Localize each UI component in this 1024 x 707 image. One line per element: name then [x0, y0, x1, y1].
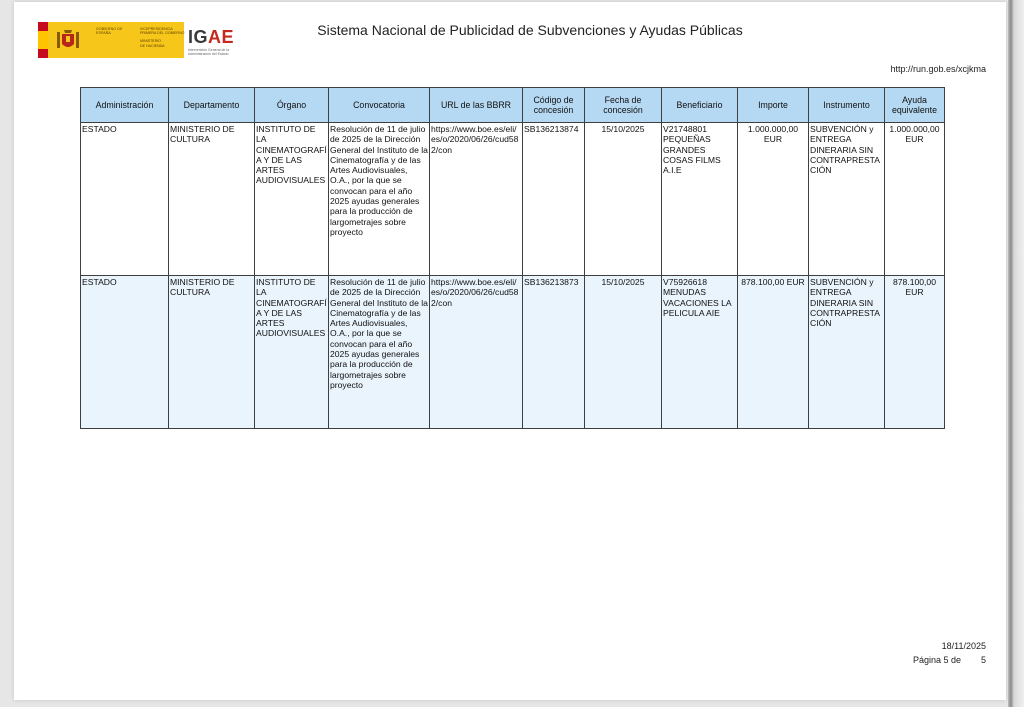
gobierno-ministry-text: VICEPRESIDENCIA PRIMERA DEL GOBIERNO MINISTERIO DE HACIENDA	[140, 27, 185, 48]
cell-administracion: ESTADO	[81, 276, 169, 429]
col-header-fecha: Fecha de concesión	[585, 88, 662, 123]
cell-administracion: ESTADO	[81, 123, 169, 276]
page-edge-shadow	[1008, 0, 1024, 707]
col-header-codigo: Código de concesión	[523, 88, 585, 123]
table-row	[81, 276, 945, 429]
col-header-organo: Órgano	[255, 88, 329, 123]
cell-codigo: SB136213873	[523, 276, 585, 429]
table-header-row	[81, 88, 945, 123]
gobierno-logo-body	[48, 22, 184, 58]
cell-organo: INSTITUTO DE LA CINEMATOGRAFÍA Y DE LAS ARTES AUDIOVISUALES	[255, 123, 329, 276]
cell-beneficiario: V21748801 PEQUEÑAS GRANDES COSAS FILMS A.I.E	[662, 123, 738, 276]
document-title: Sistema Nacional de Publicidad de Subvenciones y Ayudas Públicas	[317, 22, 743, 38]
short-url[interactable]: http://run.gob.es/xcjkma	[890, 64, 986, 74]
gobierno-text-label: GOBIERNO DE ESPAÑA	[96, 27, 123, 36]
cell-url-bbrr[interactable]: https://www.boe.es/eli/es/o/2020/06/26/cud582/con	[430, 123, 523, 276]
cell-instrumento: SUBVENCIÓN y ENTREGA DINERARIA SIN CONTRAPRESTACIÓN	[809, 276, 885, 429]
cell-instrumento: SUBVENCIÓN y ENTREGA DINERARIA SIN CONTRAPRESTACIÓN	[809, 123, 885, 276]
igae-subtitle: Intervención General de la Administración del Estado	[188, 48, 230, 56]
igae-logo	[188, 22, 238, 58]
cell-url-bbrr[interactable]: https://www.boe.es/eli/es/o/2020/06/26/cud582/con	[430, 276, 523, 429]
subsidies-table	[80, 87, 945, 429]
cell-beneficiario: V75926618 MENUDAS VACACIONES LA PELICULA AIE	[662, 276, 738, 429]
col-header-beneficiario: Beneficiario	[662, 88, 738, 123]
table-row	[81, 123, 945, 276]
cell-codigo: SB136213874	[523, 123, 585, 276]
cell-ayuda: 878.100,00 EUR	[885, 276, 945, 429]
gobierno-logo	[38, 22, 184, 58]
col-header-instrumento: Instrumento	[809, 88, 885, 123]
cell-convocatoria: Resolución de 11 de julio de 2025 de la Dirección General del Instituto de la Cinematografía y de las Artes Audiovisuales, O.A., por la que se convocan para el año 2025 ayudas generales para la producción de largometrajes sobre proyecto	[329, 276, 430, 429]
cell-fecha: 15/10/2025	[585, 123, 662, 276]
cell-fecha: 15/10/2025	[585, 276, 662, 429]
col-header-administracion: Administración	[81, 88, 169, 123]
cell-organo: INSTITUTO DE LA CINEMATOGRAFÍA Y DE LAS ARTES AUDIOVISUALES	[255, 276, 329, 429]
cell-ayuda: 1.000.000,00 EUR	[885, 123, 945, 276]
footer-page-number	[913, 655, 986, 665]
page-label: Página 5 de	[912, 655, 961, 665]
col-header-importe: Importe	[738, 88, 809, 123]
igae-wordmark: IGAE	[188, 27, 235, 47]
cell-importe: 878.100,00 EUR	[738, 276, 809, 429]
col-header-departamento: Departamento	[169, 88, 255, 123]
footer-date: 18/11/2025	[941, 641, 986, 651]
cell-importe: 1.000.000,00 EUR	[738, 123, 809, 276]
spain-flag-icon	[38, 22, 48, 58]
col-header-convocatoria: Convocatoria	[329, 88, 430, 123]
page-total: 5	[980, 655, 986, 665]
cell-convocatoria: Resolución de 11 de julio de 2025 de la Dirección General del Instituto de la Cinematografía y de las Artes Audiovisuales, O.A., por la que se convocan para el año 2025 ayudas generales para la producción de largometrajes sobre proyecto	[329, 123, 430, 276]
cell-departamento: MINISTERIO DE CULTURA	[169, 123, 255, 276]
cell-departamento: MINISTERIO DE CULTURA	[169, 276, 255, 429]
coat-of-arms-icon	[54, 26, 82, 54]
col-header-ayuda: Ayuda equivalente	[885, 88, 945, 123]
col-header-url-bbrr: URL de las BBRR	[430, 88, 523, 123]
